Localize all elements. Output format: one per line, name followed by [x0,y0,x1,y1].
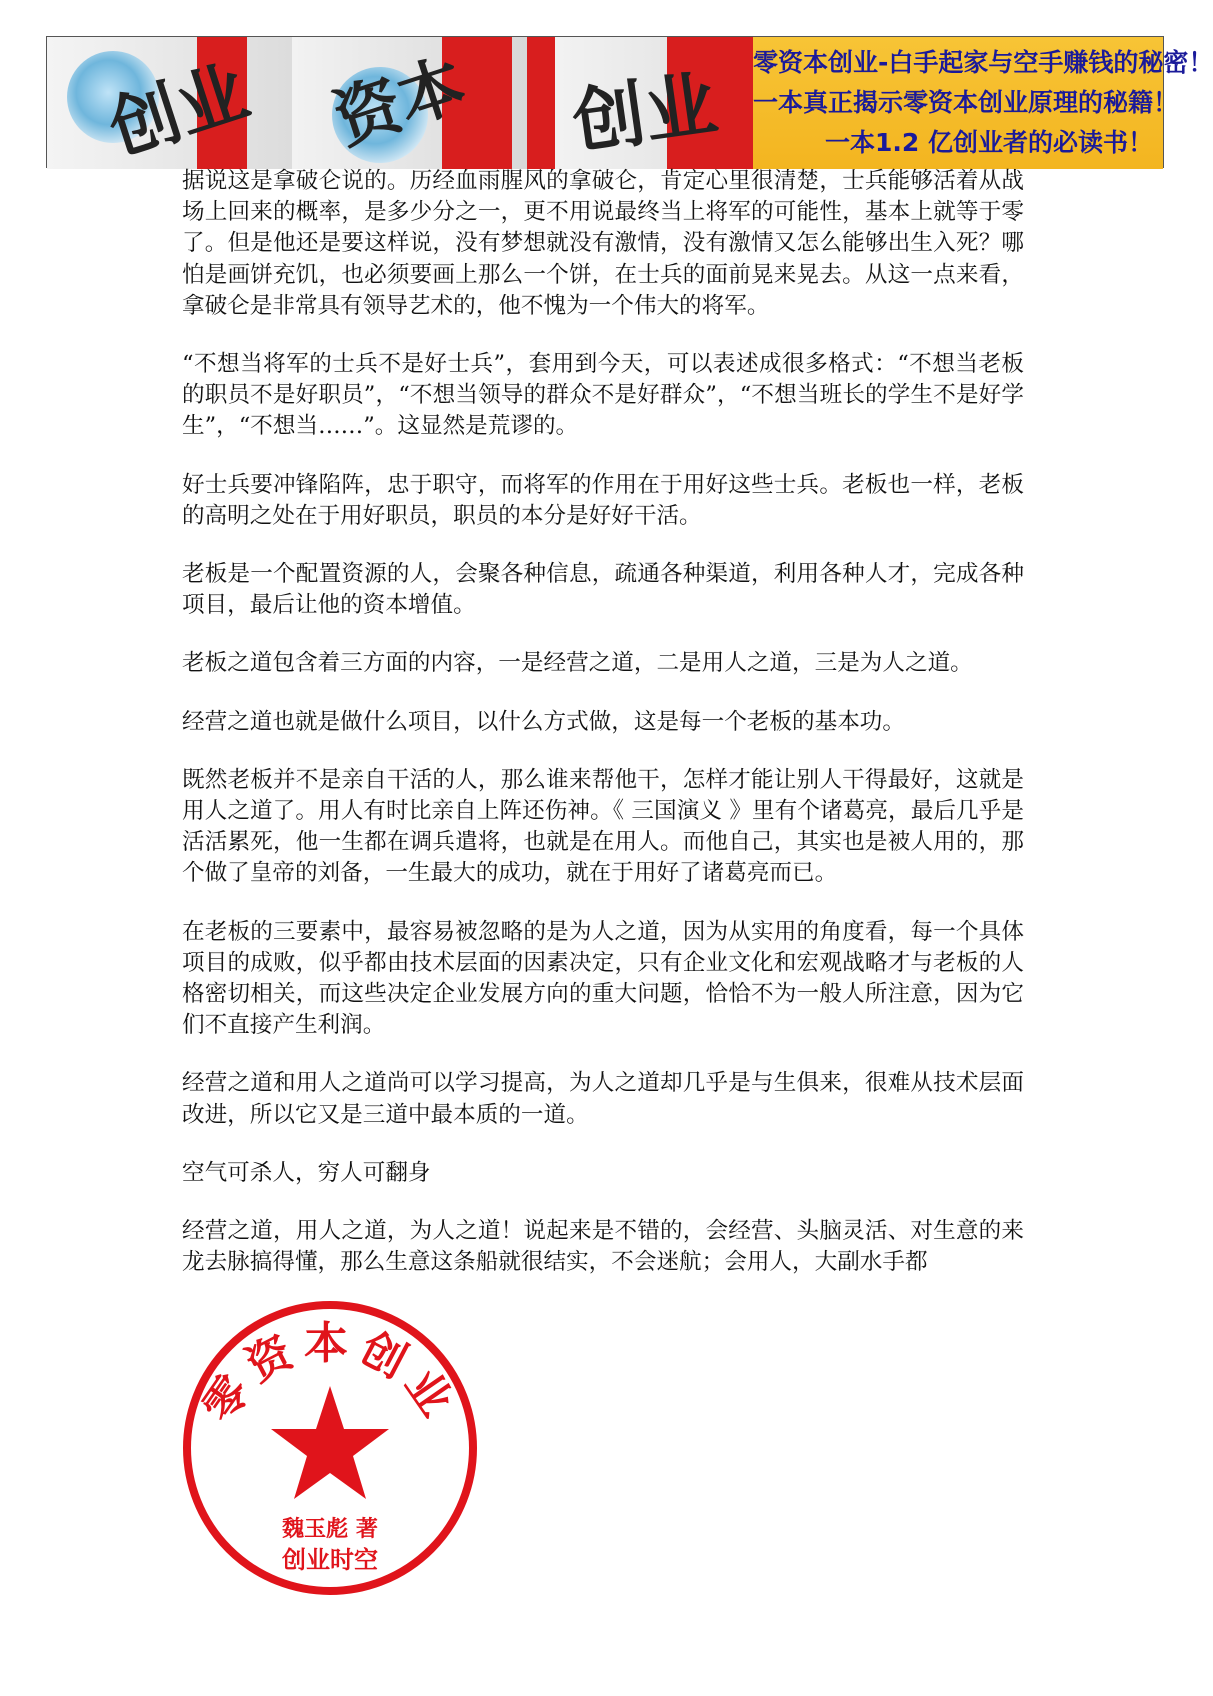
paragraph: 经营之道也就是做什么项目，以什么方式做，这是每一个老板的基本功。 [182,708,905,735]
header-banner [46,36,1213,172]
book-cover [47,37,292,172]
section-heading: 空气可杀人，穷人可翻身 [182,1159,431,1186]
paragraph: 好士兵要冲锋陷阵，忠于职守，而将军的作用在于用好这些士兵。老板也一样，老板的高明之处在于用好职员，职员的本分是好好干活。 [182,471,1024,529]
book-cover-title: 创业 [567,60,722,165]
book-covers-image [47,37,759,172]
paragraph: 既然老板并不是亲自干活的人，那么谁来帮他干，怎样才能让别人干得最好，这就是用人之道了。用人有时比亲自上阵还伤神。《 三国演义 》里有个诸葛亮，最后几乎是活活累死，他一生都在调兵遣将，也就是在用人。而他自己，其实也是被人用的，那个做了皇帝的刘备，一生最大的成功，就在于用好了诸葛亮而已。 [182,766,1024,887]
paragraph: 据说这是拿破仑说的。历经血雨腥风的拿破仑，肯定心里很清楚，士兵能够活着从战场上回来的概率，是多少分之一，更不用说最终当上将军的可能性，基本上就等于零了。但是他还是要这样说，没有梦想就没有激情，没有激情又怎么能够出生入死？哪怕是画饼充饥，也必须要画上那么一个饼，在士兵的面前晃来晃去。从这一点来看，拿破仑是非常具有领导艺术的，他不愧为一个伟大的将军。 [182,168,1024,319]
seal-publisher: 创业时空 [282,1546,378,1574]
banner-slogan-line: 一本真正揭示零资本创业原理的秘籍！ [753,88,1179,117]
paragraph: 经营之道和用人之道尚可以学习提高，为人之道却几乎是与生俱来，很难从技术层面改进，所以它又是三道中最本质的一道。 [182,1070,1024,1128]
banner-slogan-panel [753,37,1213,169]
paragraph: 在老板的三要素中，最容易被忽略的是为人之道，因为从实用的角度看，每一个具体项目的成败，似乎都由技术层面的因素决定，只有企业文化和宏观战略才与老板的人格密切相关，而这些决定企业发展方向的重大问题，恰恰不为一般人所注意，因为它们不直接产生利润。 [182,918,1024,1039]
paragraph: 老板是一个配置资源的人，会聚各种信息，疏通各种渠道，利用各种人才，完成各种项目，最后让他的资本增值。 [182,561,1024,619]
seal-ring-text: 零资本创业 [193,1318,467,1433]
seal-author: 魏玉彪 著 [282,1517,378,1542]
book-cover-title: 创业 [99,49,258,172]
article-body [182,166,1024,1305]
publisher-seal [180,1298,480,1598]
banner-slogan-line: 零资本创业-白手起家与空手赚钱的秘密！ [753,48,1213,77]
book-cover [292,37,527,169]
star-icon [271,1386,389,1499]
book-cover-title: 资本 [324,44,475,160]
banner-slogan-line: 一本1.2 亿创业者的必读书！ [825,128,1153,157]
book-cover [527,37,759,169]
paragraph: “不想当将军的士兵不是好士兵”，套用到今天，可以表述成很多格式：“不想当老板的职员不是好职员”，“不想当领导的群众不是好群众”，“不想当班长的学生不是好学生”，“不想当……”。这显然是荒谬的。 [182,351,1024,440]
paragraph: 老板之道包含着三方面的内容，一是经营之道，二是用人之道，三是为人之道。 [182,650,973,677]
paragraph: 经营之道，用人之道，为人之道！说起来是不错的，会经营、头脑灵活、对生意的来龙去脉搞得懂，那么生意这条船就很结实，不会迷航；会用人，大副水手都 [182,1218,1024,1276]
